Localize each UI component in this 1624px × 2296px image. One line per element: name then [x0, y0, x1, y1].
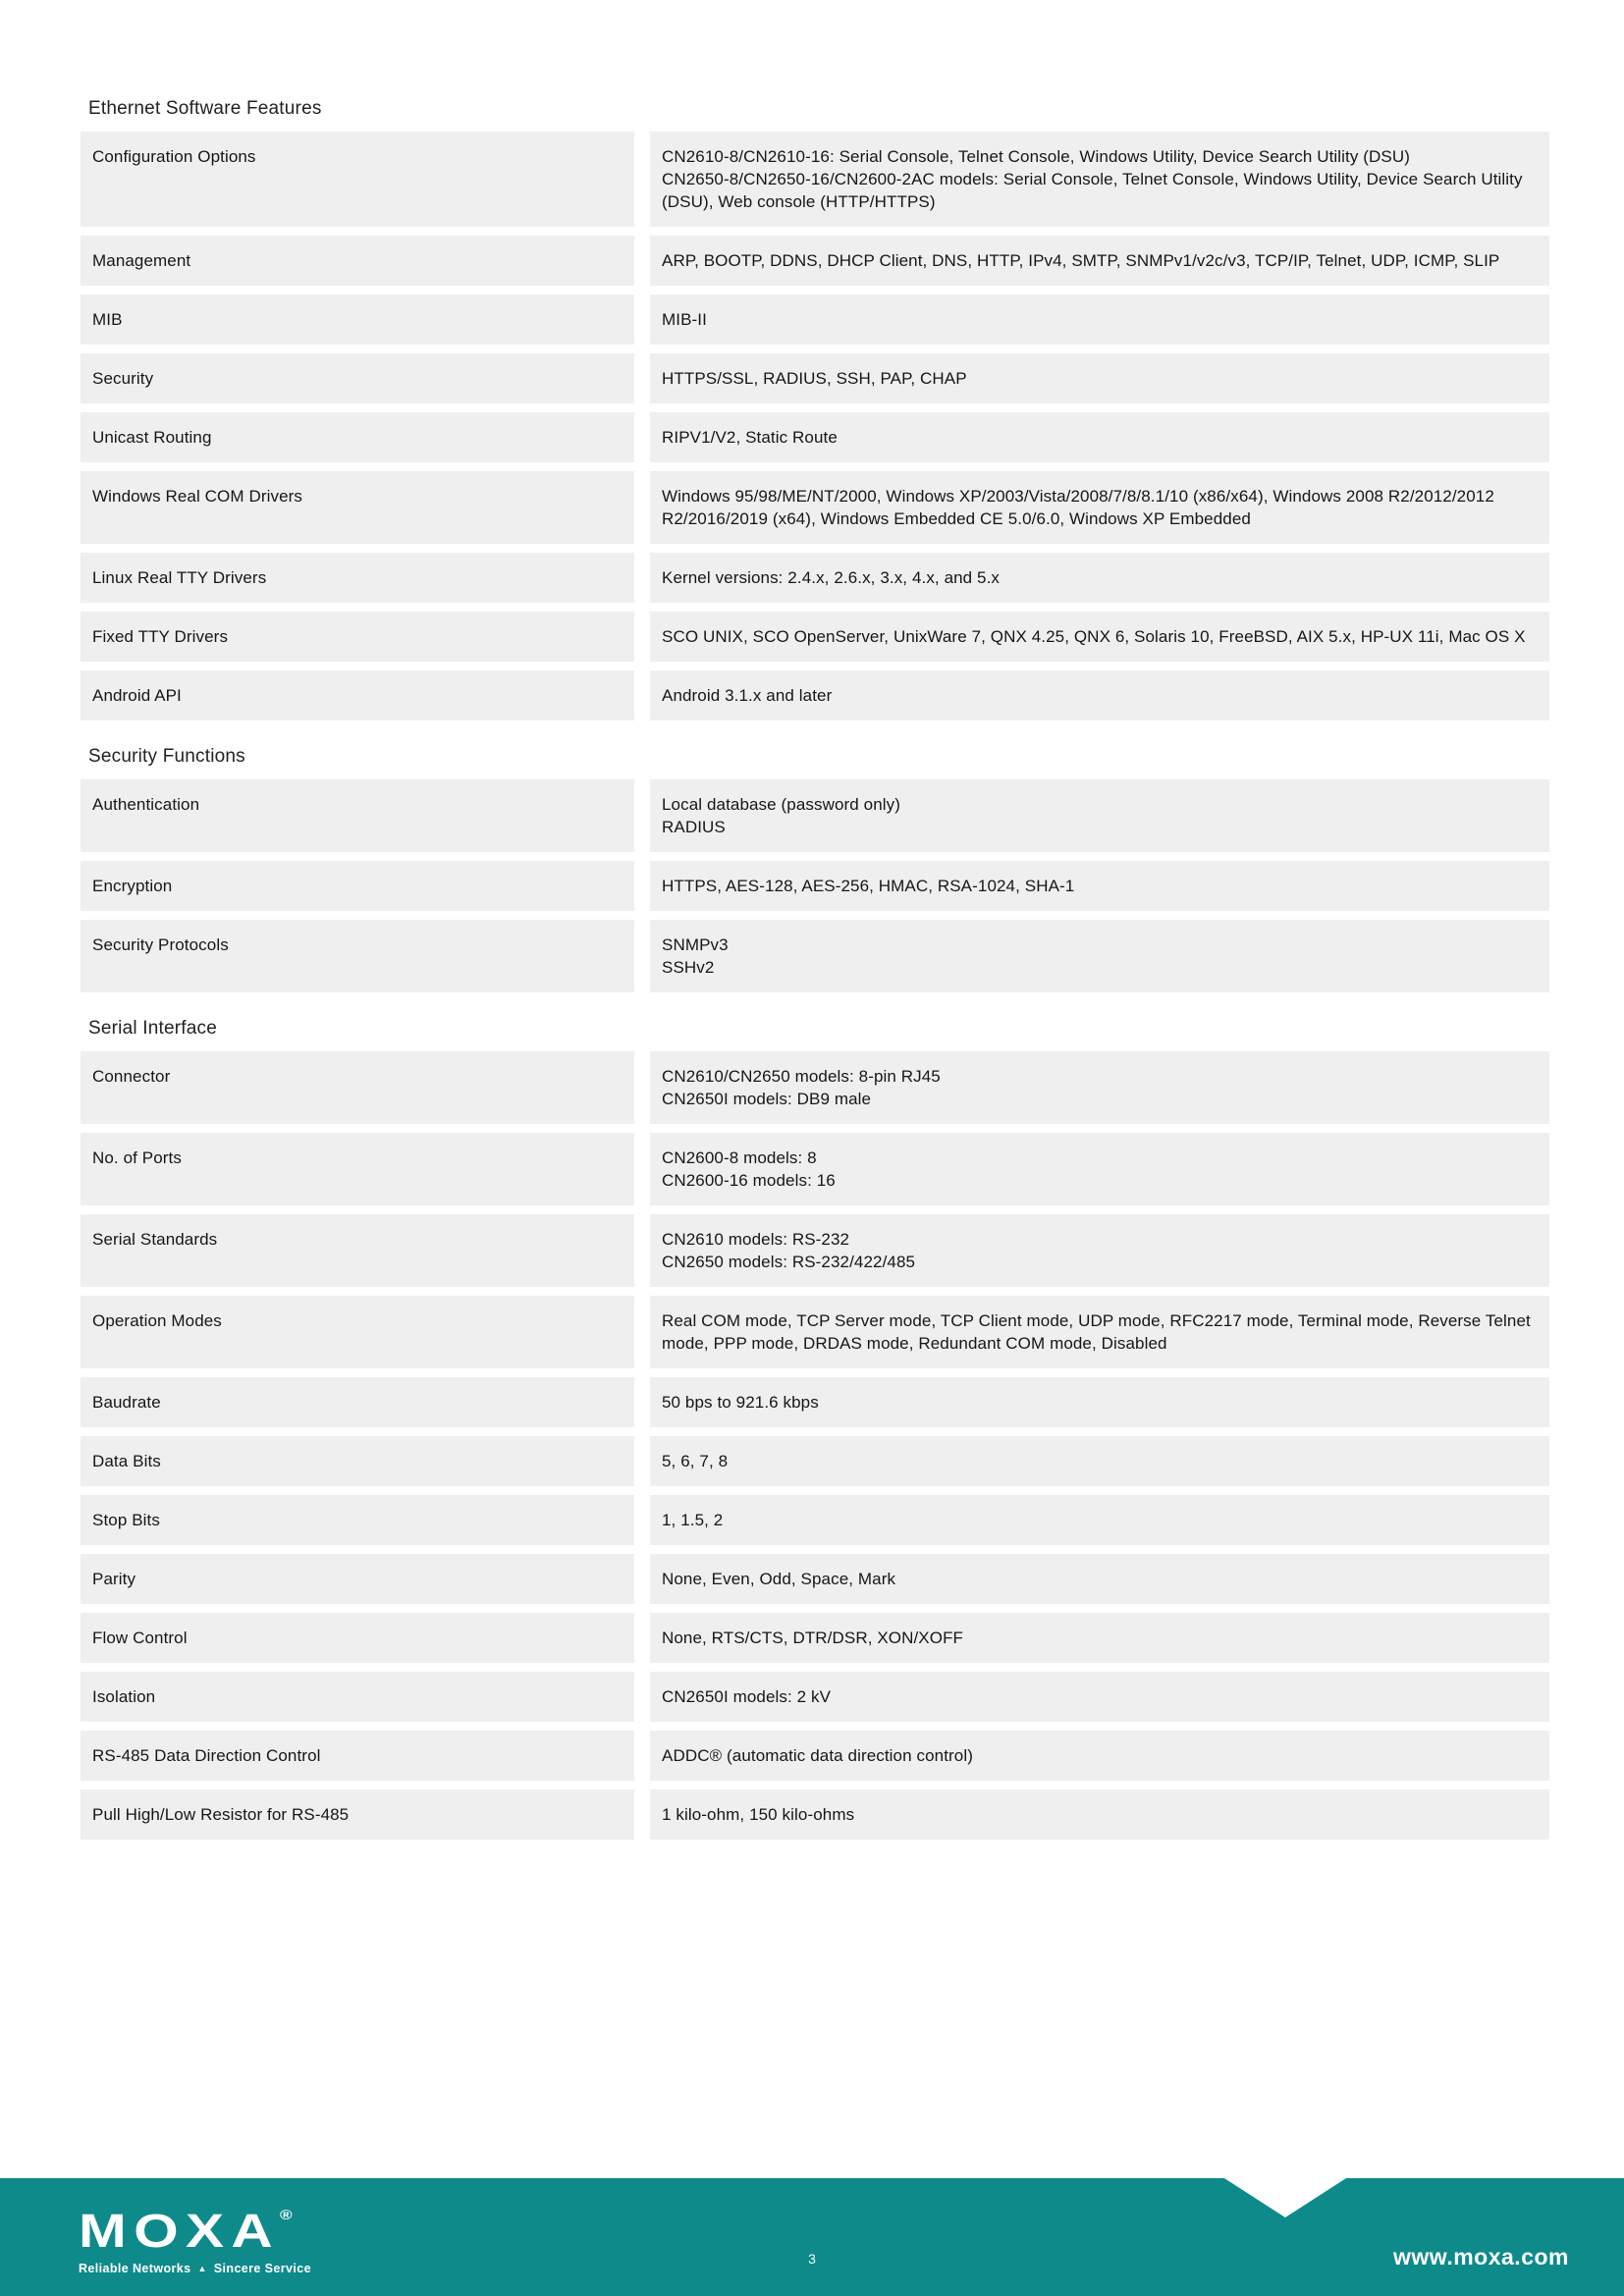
spec-label: Pull High/Low Resistor for RS-485 [81, 1789, 634, 1840]
spec-label: Authentication [81, 779, 634, 852]
spec-value-line: CN2600-16 models: 16 [662, 1171, 836, 1190]
page-number: 3 [808, 2251, 816, 2267]
spec-row [81, 920, 1549, 992]
spec-value-line: MIB-II [662, 310, 707, 329]
spec-row [81, 1495, 1549, 1545]
spec-row [81, 1051, 1549, 1124]
spec-label: Fixed TTY Drivers [81, 612, 634, 662]
spec-value-line: 1 kilo-ohm, 150 kilo-ohms [662, 1805, 855, 1824]
website-link[interactable]: www.moxa.com [1393, 2244, 1569, 2269]
spec-label: Isolation [81, 1672, 634, 1722]
spec-value [650, 1296, 1549, 1368]
spec-value-line: CN2610/CN2650 models: 8-pin RJ45 [662, 1067, 941, 1086]
spec-row [81, 353, 1549, 403]
chevron-down-notch [1224, 2178, 1346, 2217]
spec-value [650, 412, 1549, 462]
spec-label: Encryption [81, 861, 634, 911]
spec-value [650, 612, 1549, 662]
spec-value-line: CN2650I models: DB9 male [662, 1090, 872, 1108]
spec-value [650, 1613, 1549, 1663]
spec-value-line: SSHv2 [662, 958, 715, 977]
spec-row [81, 1133, 1549, 1205]
spec-label: Security Protocols [81, 920, 634, 992]
spec-label: No. of Ports [81, 1133, 634, 1205]
spec-label: Android API [81, 670, 634, 721]
spec-label: Configuration Options [81, 132, 634, 227]
spec-label: Connector [81, 1051, 634, 1124]
spec-value-line: None, Even, Odd, Space, Mark [662, 1570, 896, 1588]
spec-value-line: Kernel versions: 2.4.x, 2.6.x, 3.x, 4.x, and 5.x [662, 568, 1001, 587]
moxa-logo-text: MOXA® [79, 2206, 293, 2258]
spec-row [81, 1214, 1549, 1287]
spec-label: Windows Real COM Drivers [81, 471, 634, 544]
spec-value-line: 50 bps to 921.6 kbps [662, 1393, 819, 1412]
spec-row [81, 861, 1549, 911]
spec-row [81, 1436, 1549, 1486]
tagline-left: Reliable Networks [79, 2262, 191, 2275]
spec-value [650, 236, 1549, 286]
spec-value-line: CN2610-8/CN2610-16: Serial Console, Telnet Console, Windows Utility, Device Search Utility (DSU) [662, 147, 1410, 166]
spec-row [81, 236, 1549, 286]
spec-value-line: SCO UNIX, SCO OpenServer, UnixWare 7, QNX 4.25, QNX 6, Solaris 10, FreeBSD, AIX 5.x, HP-UX 11i, Mac OS X [662, 627, 1526, 646]
spec-row [81, 294, 1549, 345]
spec-row [81, 1613, 1549, 1663]
spec-value [650, 1672, 1549, 1722]
spec-label: Parity [81, 1554, 634, 1604]
spec-value-line: HTTPS, AES-128, AES-256, HMAC, RSA-1024, SHA-1 [662, 877, 1075, 895]
spec-label: Flow Control [81, 1613, 634, 1663]
spec-value [650, 1731, 1549, 1781]
triangle-icon: ▲ [197, 2263, 207, 2273]
spec-value-line: None, RTS/CTS, DTR/DSR, XON/XOFF [662, 1629, 964, 1647]
spec-row [81, 553, 1549, 603]
spec-section [81, 746, 1549, 992]
spec-row [81, 1789, 1549, 1840]
spec-value [650, 132, 1549, 227]
tagline-right: Sincere Service [213, 2262, 311, 2275]
section-title: Security Functions [88, 746, 245, 767]
spec-value [650, 1133, 1549, 1205]
spec-value [650, 1789, 1549, 1840]
spec-row [81, 1377, 1549, 1427]
spec-label: Linux Real TTY Drivers [81, 553, 634, 603]
spec-row [81, 471, 1549, 544]
spec-value-line: ARP, BOOTP, DDNS, DHCP Client, DNS, HTTP, IPv4, SMTP, SNMPv1/v2c/v3, TCP/IP, Telnet, UDP, ICMP, SLIP [662, 251, 1500, 270]
spec-label: Unicast Routing [81, 412, 634, 462]
spec-value [650, 553, 1549, 603]
spec-section [81, 1018, 1549, 1840]
spec-value-line: Android 3.1.x and later [662, 686, 833, 705]
spec-value-line: CN2650 models: RS-232/422/485 [662, 1253, 916, 1271]
spec-value-line: HTTPS/SSL, RADIUS, SSH, PAP, CHAP [662, 369, 967, 388]
spec-value-line: 1, 1.5, 2 [662, 1511, 724, 1529]
spec-value [650, 1051, 1549, 1124]
section-title: Ethernet Software Features [88, 98, 322, 119]
spec-value-line: RIPV1/V2, Static Route [662, 428, 838, 447]
spec-value-line: RADIUS [662, 818, 726, 836]
spec-label: Baudrate [81, 1377, 634, 1427]
spec-value [650, 353, 1549, 403]
registered-trademark-icon: ® [279, 2207, 293, 2222]
spec-row [81, 1296, 1549, 1368]
spec-label: Data Bits [81, 1436, 634, 1486]
spec-value-line: Local database (password only) [662, 795, 901, 814]
spec-row [81, 670, 1549, 721]
footer-band [0, 2178, 1624, 2296]
spec-label: Operation Modes [81, 1296, 634, 1368]
section-title: Serial Interface [88, 1018, 217, 1039]
spec-row [81, 1672, 1549, 1722]
spec-value-line: 5, 6, 7, 8 [662, 1452, 729, 1470]
spec-value [650, 1436, 1549, 1486]
spec-value-line: Real COM mode, TCP Server mode, TCP Client mode, UDP mode, RFC2217 mode, Terminal mode, Reverse Telnet mode, PPP mode, DRDAS mode, Redundant COM mode, Disabled [662, 1311, 1531, 1353]
moxa-tagline [79, 2262, 311, 2275]
spec-row [81, 132, 1549, 227]
spec-value-line: CN2650-8/CN2650-16/CN2600-2AC models: Serial Console, Telnet Console, Windows Utility, Device Search Utility (DSU), Web console (HTTP/HTTPS) [662, 170, 1523, 211]
spec-row [81, 612, 1549, 662]
spec-value [650, 1495, 1549, 1545]
spec-row [81, 779, 1549, 852]
spec-section [81, 98, 1549, 721]
spec-label: RS-485 Data Direction Control [81, 1731, 634, 1781]
spec-value [650, 920, 1549, 992]
spec-value [650, 1377, 1549, 1427]
spec-value [650, 861, 1549, 911]
spec-label: Security [81, 353, 634, 403]
spec-row [81, 1554, 1549, 1604]
spec-value [650, 670, 1549, 721]
spec-value [650, 1554, 1549, 1604]
spec-row [81, 412, 1549, 462]
spec-value [650, 471, 1549, 544]
spec-label: Management [81, 236, 634, 286]
spec-value-line: ADDC® (automatic data direction control) [662, 1746, 973, 1765]
spec-value-line: Windows 95/98/ME/NT/2000, Windows XP/2003/Vista/2008/7/8/8.1/10 (x86/x64), Windows 2008 R2/2012/2012 R2/2016/2019 (x64), Windows Embedded CE 5.0/6.0, Windows XP Embedded [662, 487, 1494, 528]
spec-value [650, 294, 1549, 345]
spec-label: Serial Standards [81, 1214, 634, 1287]
spec-label: MIB [81, 294, 634, 345]
spec-row [81, 1731, 1549, 1781]
spec-value-line: SNMPv3 [662, 935, 729, 954]
spec-value [650, 779, 1549, 852]
spec-value-line: CN2610 models: RS-232 [662, 1230, 850, 1249]
moxa-logo [79, 2208, 311, 2275]
spec-value-line: CN2650I models: 2 kV [662, 1687, 832, 1706]
spec-label: Stop Bits [81, 1495, 634, 1545]
spec-value [650, 1214, 1549, 1287]
spec-value-line: CN2600-8 models: 8 [662, 1148, 817, 1167]
